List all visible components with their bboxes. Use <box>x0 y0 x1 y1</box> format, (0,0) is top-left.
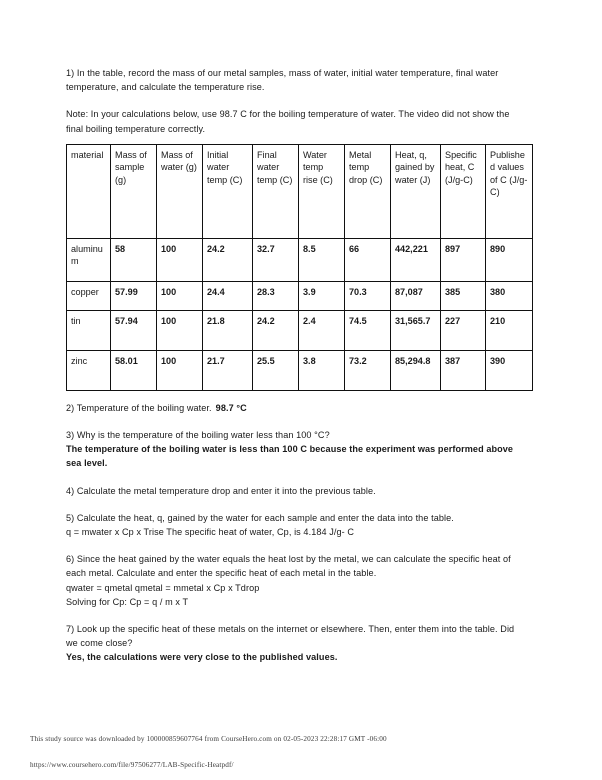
table-cell-heat-gained: 31,565.7 <box>391 310 441 350</box>
table-cell-published-value: 210 <box>486 310 533 350</box>
table-row <box>67 281 533 310</box>
question-7-block <box>66 622 522 665</box>
source-url: https://www.coursehero.com/file/97506277/LAB-Specific-Heatpdf/ <box>30 761 234 769</box>
table-cell-published-value: 890 <box>486 238 533 281</box>
measurements-table <box>66 144 533 391</box>
table-cell-mass-sample: 58.01 <box>111 350 157 390</box>
table-cell-specific-heat: 385 <box>441 281 486 310</box>
table-cell-material: aluminum <box>67 238 111 281</box>
table-cell-temp-drop: 66 <box>345 238 391 281</box>
question-4-label: 4) Calculate the metal temperature drop and enter it into the previous table. <box>66 485 376 496</box>
table-header-cell: Specific heat, C (J/g-C) <box>441 144 486 238</box>
table-cell-mass-water: 100 <box>157 281 203 310</box>
table-cell-final-temp: 25.5 <box>253 350 299 390</box>
table-cell-mass-water: 100 <box>157 310 203 350</box>
table-header-cell: Initial water temp (C) <box>203 144 253 238</box>
document-body <box>66 66 528 665</box>
question-4-block <box>66 484 522 498</box>
question-6-block <box>66 552 522 609</box>
question-6-label: 6) Since the heat gained by the water equals the heat lost by the metal, we can calculate the specific heat of each metal. Calculate and enter the specific heat of each metal in the table. <box>66 554 511 579</box>
question-3-answer: The temperature of the boiling water is less than 100 C because the experiment was performed above sea level. <box>66 444 514 469</box>
table-cell-mass-water: 100 <box>157 238 203 281</box>
table-cell-material: copper <box>67 281 111 310</box>
table-cell-mass-sample: 57.94 <box>111 310 157 350</box>
table-cell-heat-gained: 87,087 <box>391 281 441 310</box>
question-5-label: 5) Calculate the heat, q, gained by the water for each sample and enter the data into the table. <box>66 512 454 523</box>
table-cell-temp-drop: 74.5 <box>345 310 391 350</box>
table-header-cell: Mass of water (g) <box>157 144 203 238</box>
table-header-cell: Water temp rise (C) <box>299 144 345 238</box>
table-header-cell: Heat, q, gained by water (J) <box>391 144 441 238</box>
table-cell-published-value: 390 <box>486 350 533 390</box>
table-cell-initial-temp: 21.8 <box>203 310 253 350</box>
question-2-label: 2) Temperature of the boiling water. <box>66 402 212 413</box>
instruction-item-1: 1) In the table, record the mass of our metal samples, mass of water, initial water temperature, final water temperature, and calculate the temperature rise. <box>66 68 499 93</box>
table-cell-specific-heat: 387 <box>441 350 486 390</box>
table-cell-final-temp: 24.2 <box>253 310 299 350</box>
table-cell-heat-gained: 85,294.8 <box>391 350 441 390</box>
question-7-label: 7) Look up the specific heat of these metals on the internet or elsewhere. Then, enter them into the table. Did we come close? <box>66 624 515 649</box>
table-cell-temp-rise: 3.8 <box>299 350 345 390</box>
table-header-cell: Metal temp drop (C) <box>345 144 391 238</box>
calculation-note: Note: In your calculations below, use 98.7 C for the boiling temperature of water. The video did not show the final boiling temperature correctly. <box>66 109 510 134</box>
table-cell-mass-sample: 57.99 <box>111 281 157 310</box>
table-cell-published-value: 380 <box>486 281 533 310</box>
question-3-block <box>66 428 522 471</box>
table-cell-temp-rise: 2.4 <box>299 310 345 350</box>
question-3-label: 3) Why is the temperature of the boiling water less than 100 °C? <box>66 430 330 441</box>
table-header-row <box>67 144 533 238</box>
table-cell-specific-heat: 897 <box>441 238 486 281</box>
download-attribution: This study source was downloaded by 100000859607764 from CourseHero.com on 02-05-2023 22:28:17 GMT -06:00 <box>30 735 387 743</box>
table-cell-material: zinc <box>67 350 111 390</box>
question-7-answer: Yes, the calculations were very close to the published values. <box>66 652 338 663</box>
table-cell-initial-temp: 24.2 <box>203 238 253 281</box>
question-6-formula-2: Solving for Cp: Cp = q / m x T <box>66 596 189 607</box>
table-cell-temp-rise: 8.5 <box>299 238 345 281</box>
table-cell-initial-temp: 21.7 <box>203 350 253 390</box>
question-5-block <box>66 511 522 539</box>
question-5-formula: q = mwater x Cp x Trise The specific heat of water, Cp, is 4.184 J/g- C <box>66 527 355 538</box>
table-cell-initial-temp: 24.4 <box>203 281 253 310</box>
table-cell-mass-water: 100 <box>157 350 203 390</box>
table-row <box>67 310 533 350</box>
table-cell-temp-drop: 73.2 <box>345 350 391 390</box>
table-cell-temp-rise: 3.9 <box>299 281 345 310</box>
table-header-cell: Published values of C (J/g-C) <box>486 144 533 238</box>
question-2-block <box>66 401 522 415</box>
table-cell-heat-gained: 442,221 <box>391 238 441 281</box>
table-header-cell: Mass of sample (g) <box>111 144 157 238</box>
table-row <box>67 238 533 281</box>
table-cell-mass-sample: 58 <box>111 238 157 281</box>
question-2-answer: 98.7 °C <box>215 402 247 413</box>
table-cell-specific-heat: 227 <box>441 310 486 350</box>
table-row <box>67 350 533 390</box>
table-header-cell: material <box>67 144 111 238</box>
question-2 <box>66 401 522 415</box>
table-cell-final-temp: 28.3 <box>253 281 299 310</box>
table-cell-temp-drop: 70.3 <box>345 281 391 310</box>
table-cell-final-temp: 32.7 <box>253 238 299 281</box>
question-6-formula-1: qwater = qmetal qmetal = mmetal x Cp x Tdrop <box>66 582 260 593</box>
table-header-cell: Final water temp (C) <box>253 144 299 238</box>
table-cell-material: tin <box>67 310 111 350</box>
